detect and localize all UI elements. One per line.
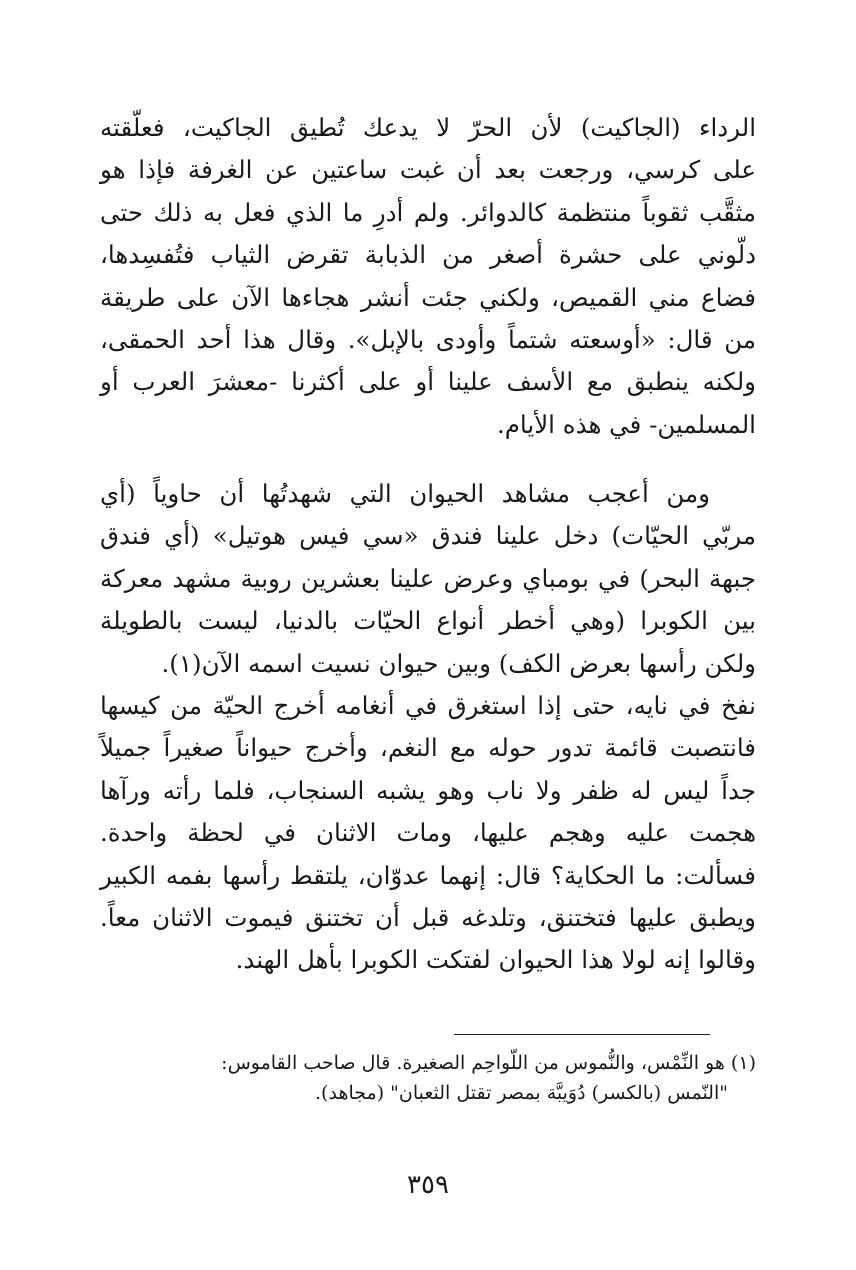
text-line: على كرسي، ورجعت بعد أن غبت ساعتين عن الغرفة فإذا هو bbox=[100, 155, 756, 185]
text-line: جداً ليس له ظفر ولا ناب وهو يشبه السنجاب، فلما رأته ورآها bbox=[100, 775, 756, 805]
footnote-separator bbox=[454, 1034, 710, 1035]
text-line: فانتصبت قائمة تدور حوله مع النغم، وأخرج حيواناً صغيراً جميلاً bbox=[100, 733, 756, 763]
text-line: نفخ في نايه، حتى إذا استغرق في أنغامه أخرج الحيّة من كيسها bbox=[100, 691, 756, 721]
text-line: فضاع مني القميص، ولكني جئت أنشر هجاءها الآن على طريقة bbox=[100, 282, 756, 312]
text-line: هجمت عليه وهجم عليها، ومات الاثنان في لحظة واحدة. bbox=[100, 818, 756, 848]
text-line: من قال: «أوسعته شتماً وأودى بالإبل». وقال هذا أحد الحمقى، bbox=[100, 325, 756, 355]
paragraph-1 bbox=[100, 107, 756, 446]
page-number: ٣٥٩ bbox=[407, 1170, 449, 1200]
text-line: الرداء (الجاكيت) لأن الحرّ لا يدعك تُطيق الجاكيت، فعلّقته bbox=[100, 113, 756, 142]
text-line: بين الكوبرا (وهي أخطر أنواع الحيّات بالدنيا، ليست بالطويلة bbox=[100, 606, 756, 636]
text-line: مثقَّب ثقوباً منتظمة كالدوائر. ولم أدرِ ما الذي فعل به ذلك حتى bbox=[100, 197, 756, 227]
footnote-line: (١) هو النِّمْس، والنُّموس من اللّواحِم الصغيرة. قال صاحب القاموس: bbox=[221, 1052, 756, 1074]
text-line: وقالوا إنه لولا هذا الحيوان لفتكت الكوبرا بأهل الهند. bbox=[235, 945, 756, 975]
text-line: مربّي الحيّات) دخل علينا فندق «سي فيس هوتيل» (أي فندق bbox=[100, 521, 756, 551]
text-line: جبهة البحر) في بومباي وعرض علينا بعشرين روبية مشهد معركة bbox=[100, 563, 756, 593]
footnote-line: "النّمس (بالكسر) دُوَيبَّة بمصر تقتل الثعبان" (مجاهد). bbox=[315, 1082, 728, 1104]
text-line: دلّوني على حشرة أصغر من الذبابة تقرض الثياب فتُفسِدها، bbox=[100, 240, 756, 270]
text-line: ولكن رأسها بعرض الكف) وبين حيوان نسيت اسمه الآن(١). bbox=[161, 648, 756, 678]
paragraph-2 bbox=[100, 473, 756, 982]
text-line: ومن أعجب مشاهد الحيوان التي شهدتُها أن حاوياً (أي bbox=[100, 479, 710, 508]
text-line: فسألت: ما الحكاية؟ قال: إنهما عدوّان، يلتقط رأسها بفمه الكبير bbox=[100, 860, 756, 890]
text-line: المسلمين- في هذه الأيام. bbox=[496, 409, 756, 439]
footnotes bbox=[100, 1048, 756, 1108]
text-line: ولكنه ينطبق مع الأسف علينا أو على أكثرنا -معشرَ العرب أو bbox=[100, 367, 756, 397]
text-line: ويطبق عليها فتختنق، وتلدغه قبل أن تختنق فيموت الاثنان معاً. bbox=[100, 903, 756, 933]
